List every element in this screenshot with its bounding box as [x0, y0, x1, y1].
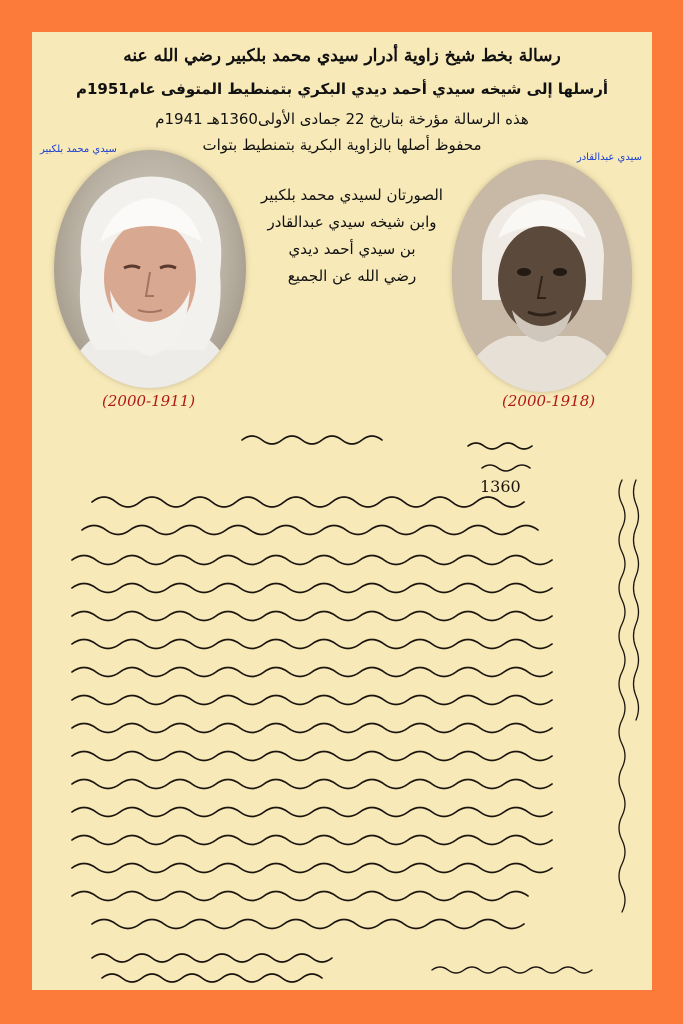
portrait-right — [452, 160, 632, 392]
elderly-man-portrait-icon — [54, 150, 246, 388]
portrait-left — [54, 150, 246, 388]
handwritten-letter — [32, 410, 652, 990]
right-portrait-label: سيدي عبدالقادر — [576, 152, 642, 163]
document-title: رسالة بخط شيخ زاوية أدرار سيدي محمد بلكبير رضي الله عنه — [123, 46, 561, 66]
archive-line: محفوظ أصلها بالزاوية البكرية بتمنطيط بتوات — [202, 136, 482, 154]
caption-line: الصورتان لسيدي محمد بلكبير — [261, 186, 443, 204]
right-portrait-dates: (2000-1918) — [502, 392, 596, 410]
photo-caption — [237, 182, 467, 290]
left-portrait-label: سيدي محمد بلكبير — [40, 144, 117, 155]
letter-year: 1360 — [480, 477, 521, 496]
left-portrait-dates: (2000-1911) — [102, 392, 196, 410]
man-sepia-portrait-icon — [452, 160, 632, 392]
sender-line: أرسلها إلى شيخه سيدي أحمد ديدي البكري بتمنطيط المتوفى عام1951م — [75, 80, 609, 98]
date-line: هذه الرسالة مؤرخة بتاريخ 22 جمادى الأولى1360هـ 1941م — [155, 110, 529, 128]
manuscript-handwriting-image — [32, 410, 652, 990]
caption-line: وابن شيخه سيدي عبدالقادر — [267, 213, 437, 231]
document-page — [32, 32, 652, 990]
caption-line: رضي الله عن الجميع — [287, 267, 417, 285]
caption-line: بن سيدي أحمد ديدي — [288, 240, 416, 258]
